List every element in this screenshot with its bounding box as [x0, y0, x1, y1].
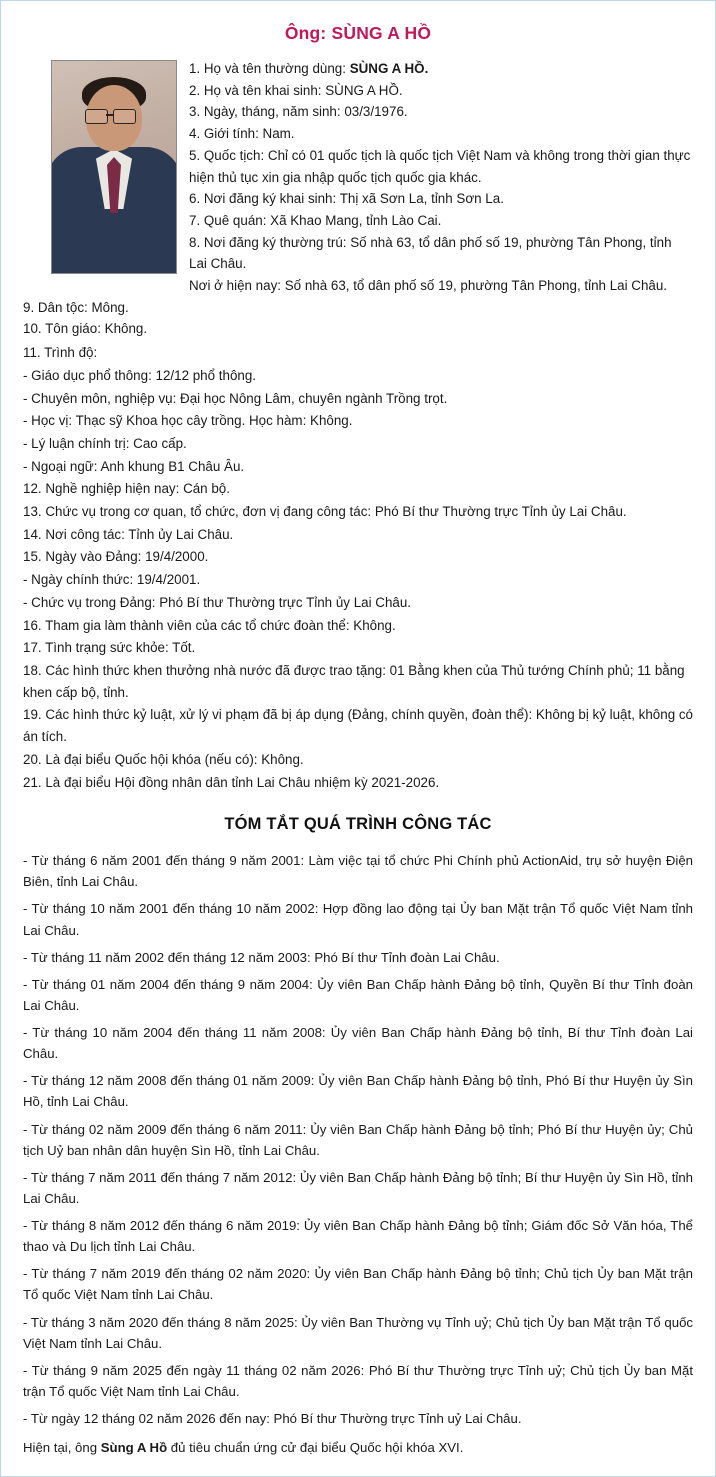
work-section-title: TÓM TẮT QUÁ TRÌNH CÔNG TÁC — [224, 815, 492, 834]
work-history-item: - Từ tháng 11 năm 2002 đến tháng 12 năm 2003: Phó Bí thư Tỉnh đoàn Lai Châu. — [23, 949, 500, 965]
detail-item: 15. Ngày vào Đảng: 19/4/2000. — [23, 549, 209, 565]
detail-item: 19. Các hình thức kỷ luật, xử lý vi phạm đã bị áp dụng (Đảng, chính quyền, đoàn thể): Không bị kỷ luật, không có án tích. — [23, 707, 694, 745]
detail-item: 12. Nghề nghiệp hiện nay: Cán bộ. — [23, 481, 230, 497]
work-history-list — [23, 850, 693, 1429]
detail-item: - Lý luận chính trị: Cao cấp. — [23, 435, 187, 451]
work-history-item: - Từ tháng 8 năm 2012 đến tháng 6 năm 2019: Ủy viên Ban Chấp hành Đảng bộ tỉnh; Giám đốc Sở Văn hóa, Thể thao và Du lịch tỉnh Lai Châu. — [23, 1218, 693, 1255]
profile-item: 7. Quê quán: Xã Khao Mang, tỉnh Lào Cai. — [189, 212, 442, 228]
work-history-item: - Từ tháng 02 năm 2009 đến tháng 6 năm 2011: Ủy viên Ban Chấp hành Đảng bộ tỉnh; Phó Bí thư Huyện ủy; Chủ tịch Uỷ ban nhân dân huyện Sìn Hồ, tỉnh Lai Châu. — [23, 1121, 693, 1158]
work-history-item: - Từ tháng 6 năm 2001 đến tháng 9 năm 2001: Làm việc tại tổ chức Phi Chính phủ ActionAid, trụ sở huyện Điện Biên, tỉnh Lai Châu. — [23, 853, 693, 890]
detail-item: - Ngày chính thức: 19/4/2001. — [23, 572, 201, 588]
work-history-item: - Từ tháng 3 năm 2020 đến tháng 8 năm 2025: Ủy viên Ban Thường vụ Tỉnh uỷ; Chủ tịch Ủy ban Mặt trận Tổ quốc Việt Nam tỉnh Lai Châu. — [23, 1314, 693, 1351]
detail-item: 18. Các hình thức khen thưởng nhà nước đã được trao tặng: 01 Bằng khen của Thủ tướng Chính phủ; 11 bằng khen cấp bộ, tỉnh. — [23, 662, 685, 700]
photo-glasses-right — [113, 109, 136, 124]
detail-item: 13. Chức vụ trong cơ quan, tổ chức, đơn vị đang công tác: Phó Bí thư Thường trực Tỉnh ủy Lai Châu. — [23, 504, 627, 520]
photo-glasses-bridge — [106, 114, 113, 116]
profile-top-block — [23, 58, 693, 340]
document-body — [1, 1, 715, 1476]
profile-item: 10. Tôn giáo: Không. — [23, 321, 148, 337]
work-history-item: - Từ tháng 01 năm 2004 đến tháng 9 năm 2004: Ủy viên Ban Chấp hành Đảng bộ tỉnh, Quyền Bí thư Tỉnh đoàn Lai Châu. — [23, 976, 693, 1013]
detail-item: 14. Nơi công tác: Tỉnh ủy Lai Châu. — [23, 526, 234, 542]
work-history-item: - Từ ngày 12 tháng 02 năm 2026 đến nay: Phó Bí thư Thường trực Tỉnh uỷ Lai Châu. — [23, 1411, 522, 1427]
work-history-item: - Từ tháng 10 năm 2001 đến tháng 10 năm 2002: Hợp đồng lao động tại Ủy ban Mặt trận Tổ quốc Việt Nam tỉnh Lai Châu. — [23, 901, 693, 938]
page-title: Ông: SÙNG A HỒ — [284, 23, 432, 43]
detail-item: - Chức vụ trong Đảng: Phó Bí thư Thường trực Tỉnh ủy Lai Châu. — [23, 594, 412, 610]
work-history-item: - Từ tháng 7 năm 2011 đến tháng 7 năm 2012: Ủy viên Ban Chấp hành Đảng bộ tỉnh; Bí thư Huyện ủy Sìn Hồ, tỉnh Lai Châu. — [23, 1169, 693, 1206]
profile-item: 4. Giới tính: Nam. — [189, 126, 295, 142]
profile-item: 9. Dân tộc: Mông. — [23, 299, 129, 315]
detail-item: 21. Là đại biểu Hội đồng nhân dân tỉnh Lai Châu nhiệm kỳ 2021-2026. — [23, 774, 440, 790]
detail-item: 17. Tình trạng sức khỏe: Tốt. — [23, 640, 196, 656]
profile-item: Nơi ở hiện nay: Số nhà 63, tổ dân phố số 19, phường Tân Phong, tỉnh Lai Châu. — [189, 278, 668, 294]
portrait-photo — [51, 60, 177, 274]
profile-item: 3. Ngày, tháng, năm sinh: 03/3/1976. — [189, 104, 408, 120]
detail-item: 11. Trình độ: — [23, 345, 98, 361]
detail-item: - Ngoại ngữ: Anh khung B1 Châu Âu. — [23, 458, 245, 474]
detail-item: - Chuyên môn, nghiệp vụ: Đại học Nông Lâm, chuyên ngành Trồng trọt. — [23, 390, 448, 406]
detail-item: 16. Tham gia làm thành viên của các tổ chức đoàn thể: Không. — [23, 617, 396, 633]
detail-item: 20. Là đại biểu Quốc hội khóa (nếu có): Không. — [23, 751, 304, 767]
profile-item: 8. Nơi đăng ký thường trú: Số nhà 63, tổ dân phố số 19, phường Tân Phong, tỉnh Lai Châu. — [189, 234, 672, 272]
profile-item: 2. Họ và tên khai sinh: SÙNG A HỒ. — [189, 82, 403, 98]
detail-item: - Học vị: Thạc sỹ Khoa học cây trồng. Học hàm: Không. — [23, 413, 353, 429]
profile-item: 5. Quốc tịch: Chỉ có 01 quốc tịch là quốc tịch Việt Nam và không trong thời gian thực hiện thủ tục xin gia nhập quốc tịch quốc gia khác. — [189, 147, 691, 185]
profile-item: 1. Họ và tên thường dùng: SÙNG A HỒ. — [189, 61, 429, 76]
detail-item: - Giáo dục phổ thông: 12/12 phổ thông. — [23, 367, 257, 383]
work-history-item: - Từ tháng 9 năm 2025 đến ngày 11 tháng 02 năm 2026: Phó Bí thư Thường trực Tỉnh uỷ; Chủ tịch Ủy ban Mặt trận Tổ quốc Việt Nam tỉnh Lai Châu. — [23, 1362, 693, 1399]
final-note: Hiện tại, ông Sùng A Hồ đủ tiêu chuẩn ứng cử đại biểu Quốc hội khóa XVI. — [23, 1440, 464, 1456]
work-history-item: - Từ tháng 10 năm 2004 đến tháng 11 năm 2008: Ủy viên Ban Chấp hành Đảng bộ tỉnh, Bí thư Tỉnh đoàn Lai Châu. — [23, 1025, 693, 1062]
detail-items-list — [23, 342, 693, 793]
work-history-item: - Từ tháng 12 năm 2008 đến tháng 01 năm 2009: Ủy viên Ban Chấp hành Đảng bộ tỉnh, Phó Bí thư Huyện ủy Sìn Hồ, tỉnh Lai Châu. — [23, 1073, 693, 1110]
work-history-item: - Từ tháng 7 năm 2019 đến tháng 02 năm 2020: Ủy viên Ban Chấp hành Đảng bộ tỉnh; Chủ tịch Ủy ban Mặt trận Tổ quốc Việt Nam tỉnh Lai Châu. — [23, 1266, 693, 1303]
photo-glasses-left — [85, 109, 108, 124]
profile-item: 6. Nơi đăng ký khai sinh: Thị xã Sơn La, tỉnh Sơn La. — [189, 191, 504, 207]
